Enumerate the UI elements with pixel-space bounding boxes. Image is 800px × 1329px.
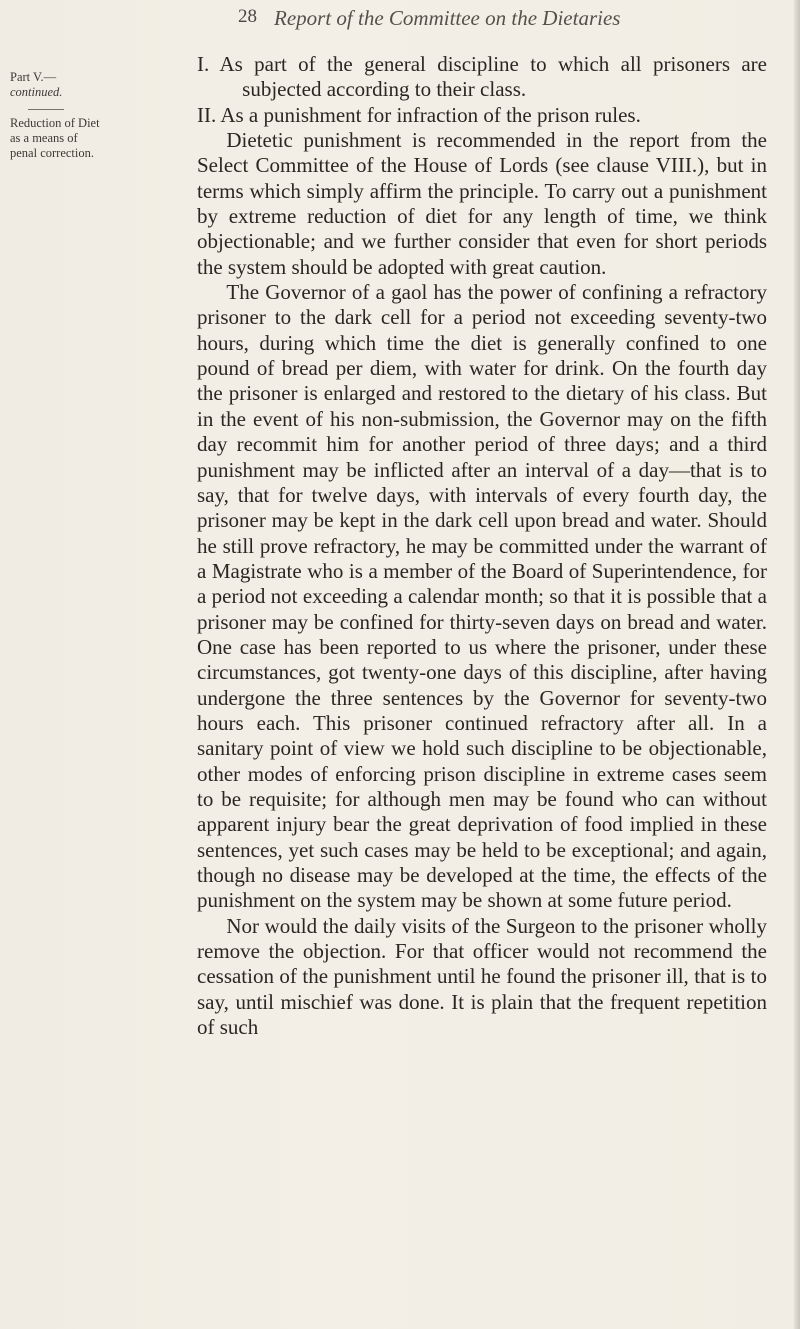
paragraph-clause-1: I. As part of the general discipline to which all prisoners are subjected according to their class. [197, 52, 767, 102]
paragraph-surgeon-visits: Nor would the daily visits of the Surgeon to the prisoner wholly remove the objection. For that officer would not recommend the cessation of the punishment until he found the prisoner ill, that is to say, until mischief was done. It is plain that the frequent repetition of such [197, 913, 767, 1040]
page-edge-shadow [794, 0, 800, 1329]
margin-notes [10, 70, 106, 161]
running-title: Report of the Committee on the Dietaries [274, 6, 621, 30]
part-label: Part V.— [10, 70, 57, 84]
side-note: Reduction of Diet as a means of penal correction. [10, 116, 100, 160]
part-continued-label: continued. [10, 85, 63, 99]
page-header [0, 6, 800, 36]
paragraph-clause-2: II. As a punishment for infraction of the prison rules. [197, 102, 641, 127]
body-text [197, 52, 767, 1040]
page-number: 28 [238, 6, 257, 27]
paragraph-dietetic-punishment: Dietetic punishment is recommended in the report from the Select Committee of the House of Lords (see clause VIII.), but in terms which simply affirm the principle. To carry out a punishment by extreme reduction of diet for any length of time, we think objectionable; and we further consider that even for short periods the system should be adopted with great caution. [197, 128, 767, 279]
margin-rule [28, 109, 64, 110]
paragraph-governor-powers: The Governor of a gaol has the power of confining a refractory prisoner to the dark cell for a period not exceeding seventy-two hours, during which time the diet is generally confined to one pound of bread per diem, with water for drink. On the fourth day the prisoner is enlarged and restored to the dietary of his class. But in the event of his non-submission, the Governor may on the fifth day recommit him for another period of three days; and a third punishment may be inflicted after an interval of a day—that is to say, that for twelve days, with intervals of every fourth day, the prisoner may be kept in the dark cell upon bread and water. Should he still prove refractory, he may be committed under the warrant of a Magistrate who is a member of the Board of Superintendence, for a period not exceeding a calendar month; so that it is possible that a prisoner may be confined for thirty-seven days on bread and water. One case has been reported to us where the prisoner, under these circumstances, got twenty-one days of this discipline, after having undergone the three sentences by the Governor for seventy-two hours each. This prisoner continued refractory after all. In a sanitary point of view we hold such discipline to be objectionable, other modes of enforcing prison discipline in extreme cases seem to be requisite; for although men may be found who can without apparent injury bear the great deprivation of food implied in these sentences, yet such cases may be held to be exceptional; and again, though no disease may be developed at the time, the effects of the punishment on the system may be shown at some future period. [197, 280, 767, 913]
